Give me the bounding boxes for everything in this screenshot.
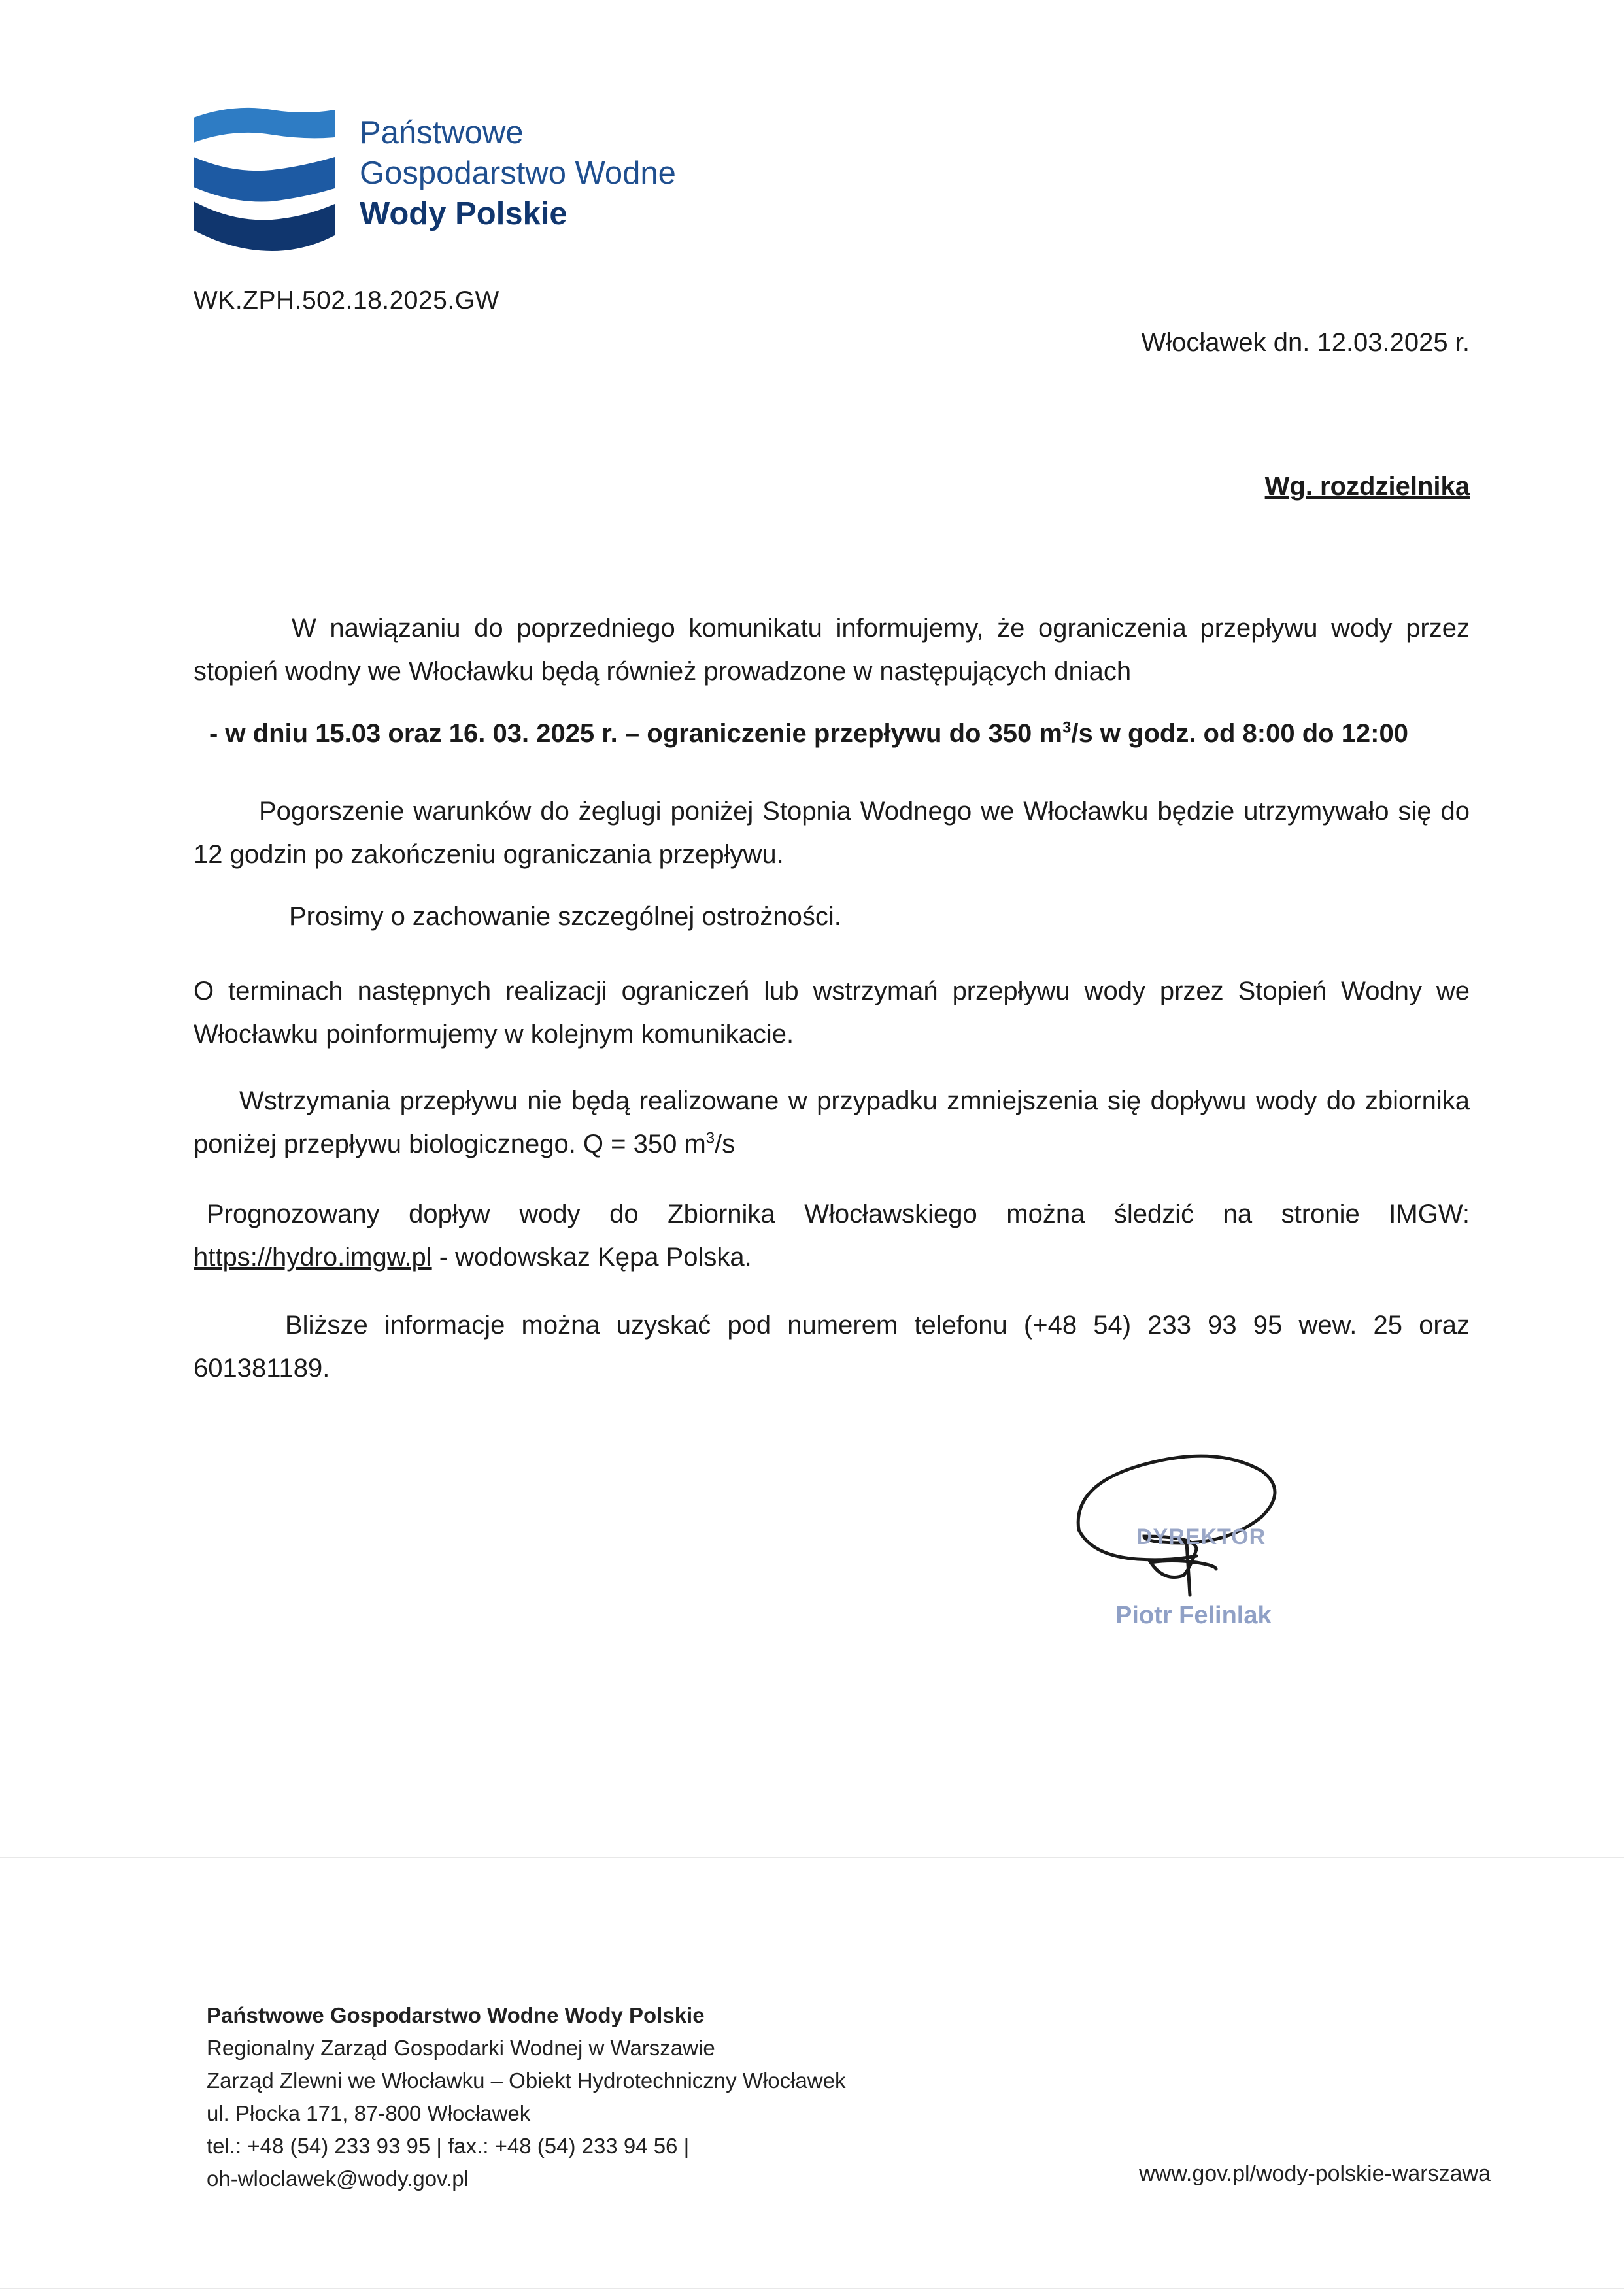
footer-address: ul. Płocka 171, 87-800 Włocławek [207,2101,531,2125]
logo-wave-middle [194,157,335,202]
scan-artifact-line [0,1857,1624,1858]
footer-contact-block [207,1999,846,2195]
org-name-line1: Państwowe [360,115,524,150]
paragraph-biological-flow [194,1079,1470,1166]
signature-title: DYREKTOR [1136,1525,1266,1549]
forecast-text-a: Prognozowany dopływ wody do Zbiornika Włocławskiego można śledzić na stronie IMGW: [207,1200,1470,1228]
footer-website[interactable]: www.gov.pl/wody-polskie-warszawa [1139,2161,1491,2186]
signatory-name: Piotr Felinlak [1115,1602,1272,1629]
biological-flow-unit-exponent: 3 [705,1129,715,1147]
recipient: Wg. rozdzielnika [1264,472,1470,501]
paragraph-intro: W nawiązaniu do poprzedniego komunikatu informujemy, że ograniczenia przepływu wody przez stopień wodny we Włocławku będą również prowadzone w następujących dniach [194,614,1470,686]
wody-polskie-logo-icon [194,106,335,251]
restriction-unit-exponent: 3 [1062,718,1072,737]
imgw-link[interactable]: https://hydro.imgw.pl [194,1243,432,1272]
org-name-line3: Wody Polskie [360,196,567,231]
reference-number: WK.ZPH.502.18.2025.GW [194,286,499,314]
paragraph-forecast [194,1192,1470,1279]
paragraph-navigation-conditions: Pogorszenie warunków do żeglugi poniżej Stopnia Wodnego we Włocławku będzie utrzymywało się do 12 godzin po zakończeniu ograniczania przepływu. [194,797,1470,869]
biological-flow-text-a: Wstrzymania przepływu nie będą realizowane w przypadku zmniejszenia się dopływu wody do zbiornika poniżej przepływu biologicznego. Q = 350 m [194,1087,1470,1158]
footer-line-zarzad: Zarząd Zlewni we Włocławku – Obiekt Hydrotechniczny Włocławek [207,2068,846,2093]
logo-wave-top [194,108,335,143]
scan-artifact-line [0,2288,1624,2289]
org-name-logo [360,112,676,234]
org-name-line2: Gospodarstwo Wodne [360,156,676,191]
date-line: Włocławek dn. 12.03.2025 r. [1141,328,1470,357]
restriction-text-b: /s w godz. od 8:00 do 12:00 [1071,719,1408,748]
forecast-text-b: - wodowskaz Kępa Polska. [431,1243,752,1272]
paragraph-contact: Bliższe informacje można uzyskać pod numerem telefonu (+48 54) 233 93 95 wew. 25 oraz 601381189. [194,1311,1470,1383]
footer-line-regional: Regionalny Zarząd Gospodarki Wodnej w Warszawie [207,2036,715,2060]
paragraph-caution: Prosimy o zachowanie szczególnej ostrożności. [289,902,841,931]
restriction-schedule-line [209,719,1408,749]
footer-org-name: Państwowe Gospodarstwo Wodne Wody Polskie [207,2003,705,2027]
logo-wave-bottom [194,201,335,251]
footer-phone-fax: tel.: +48 (54) 233 93 95 | fax.: +48 (54) 233 94 56 | [207,2134,690,2158]
footer-email[interactable]: oh-wloclawek@wody.gov.pl [207,2167,469,2191]
biological-flow-text-b: /s [715,1130,736,1158]
restriction-text-a: - w dniu 15.03 oraz 16. 03. 2025 r. – ograniczenie przepływu do 350 m [209,719,1062,748]
paragraph-next-info: O terminach następnych realizacji ograniczeń lub wstrzymań przepływu wody przez Stopień Wodny we Włocławku poinformujemy w kolejnym komunikacie. [194,977,1470,1049]
